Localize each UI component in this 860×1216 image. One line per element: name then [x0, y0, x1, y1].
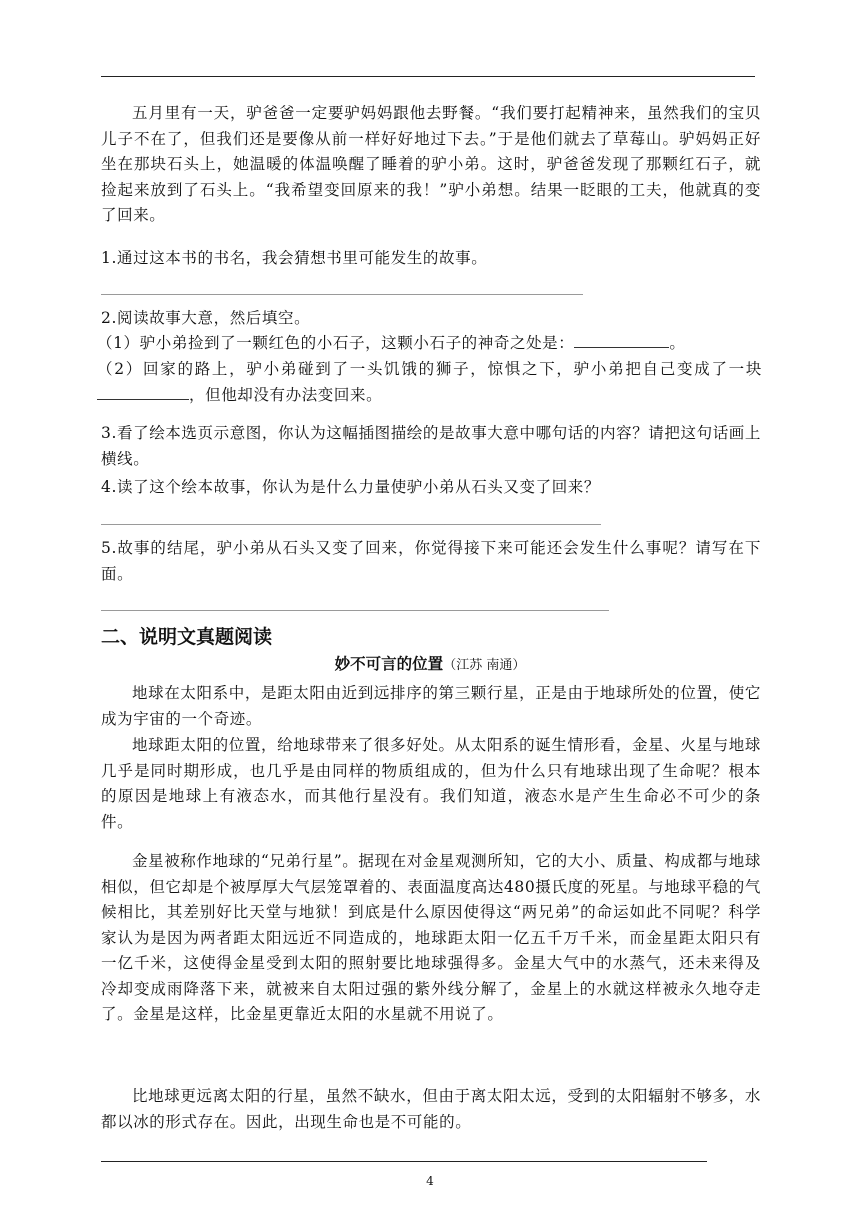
article-paragraph-4: 比地球更远离太阳的行星，虽然不缺水，但由于离太阳太远，受到的太阳辐射不够多，水都以冰的形式存在。因此，出现生命也是不可能的。	[101, 1087, 761, 1131]
question-2: 2.阅读故事大意，然后填空。	[101, 309, 311, 327]
question-2-2	[97, 357, 762, 408]
article-title	[0, 652, 860, 674]
story-paragraph: 五月里有一天，驴爸爸一定要驴妈妈跟他去野餐。“我们要打起精神来，虽然我们的宝贝儿子不在了，但我们还是要像从前一样好好地过下去。”于是他们就去了草莓山。驴妈妈正好坐在那块石头上，她温暖的体温唤醒了睡着的驴小弟。这时，驴爸爸发现了那颗红石子，就捡起来放到了石头上。“我希望变回原来的我！”驴小弟想。结果一眨眼的工夫，他就真的变了回来。	[101, 104, 761, 224]
question-1: 1.通过这本书的书名，我会猜想书里可能发生的故事。	[101, 249, 488, 267]
question-2-2-end: ，但他却没有办法变回来。	[189, 385, 383, 404]
question-2-1	[97, 331, 685, 357]
fill-blank-2-1[interactable]	[574, 331, 669, 348]
article-title-text: 妙不可言的位置	[334, 655, 444, 673]
article-paragraph-3: 金星被称作地球的“兄弟行星”。据现在对金星观测所知，它的大小、质量、构成都与地球相似，但它却是个被厚厚大气层笼罩着的、表面温度高达480摄氏度的死星。与地球平稳的气候相比，其差别好比天堂与地狱！到底是什么原因使得这“两兄弟”的命运如此不同呢？科学家认为是因为两者距太阳远近不同造成的，地球距太阳一亿五千万千米，而金星距太阳只有一亿千米，这使得金星受到太阳的照射要比地球强得多。金星大气中的水蒸气，还未来得及冷却变成雨降落下来，就被来自太阳过强的紫外线分解了，金星上的水就这样被永久地夺走了。金星是这样，比金星更靠近太阳的水星就不用说了。	[101, 852, 761, 1023]
footer-rule	[101, 1161, 707, 1162]
section-heading: 二、说明文真题阅读	[101, 626, 273, 648]
fill-blank-2-2[interactable]	[97, 383, 189, 400]
answer-line-5[interactable]	[101, 610, 609, 611]
header-rule	[101, 76, 755, 77]
question-3: 3.看了绘本选页示意图，你认为这幅插图描绘的是故事大意中哪句话的内容？请把这句话画上横线。	[101, 424, 761, 468]
question-2-1-text: （1）驴小弟捡到了一颗红色的小石子，这颗小石子的神奇之处是：	[97, 334, 575, 352]
question-4: 4.读了这个绘本故事，你认为是什么力量使驴小弟从石头又变了回来？	[101, 478, 600, 496]
question-2-1-end: 。	[669, 334, 686, 352]
article-paragraph-2: 地球距太阳的位置，给地球带来了很多好处。从太阳系的诞生情形看，金星、火星与地球几乎是同时期形成，也几乎是由同样的物质组成的，但为什么只有地球出现了生命呢？根本的原因是地球上有液态水，而其他行星没有。我们知道，液态水是产生生命必不可少的条件。	[101, 736, 761, 831]
answer-line-1[interactable]	[101, 294, 583, 295]
article-source: （江苏 南通）	[443, 658, 526, 673]
answer-line-4[interactable]	[101, 524, 601, 525]
page-number: 4	[426, 1174, 434, 1188]
article-paragraph-1: 地球在太阳系中，是距太阳由近到远排序的第三颗行星，正是由于地球所处的位置，使它成为宇宙的一个奇迹。	[101, 684, 761, 728]
question-2-2-text: （2）回家的路上，驴小弟碰到了一头饥饿的狮子，惊惧之下，驴小弟把自己变成了一块	[97, 360, 762, 378]
question-5: 5.故事的结尾，驴小弟从石头又变了回来，你觉得接下来可能还会发生什么事呢？请写在下面。	[101, 539, 761, 583]
